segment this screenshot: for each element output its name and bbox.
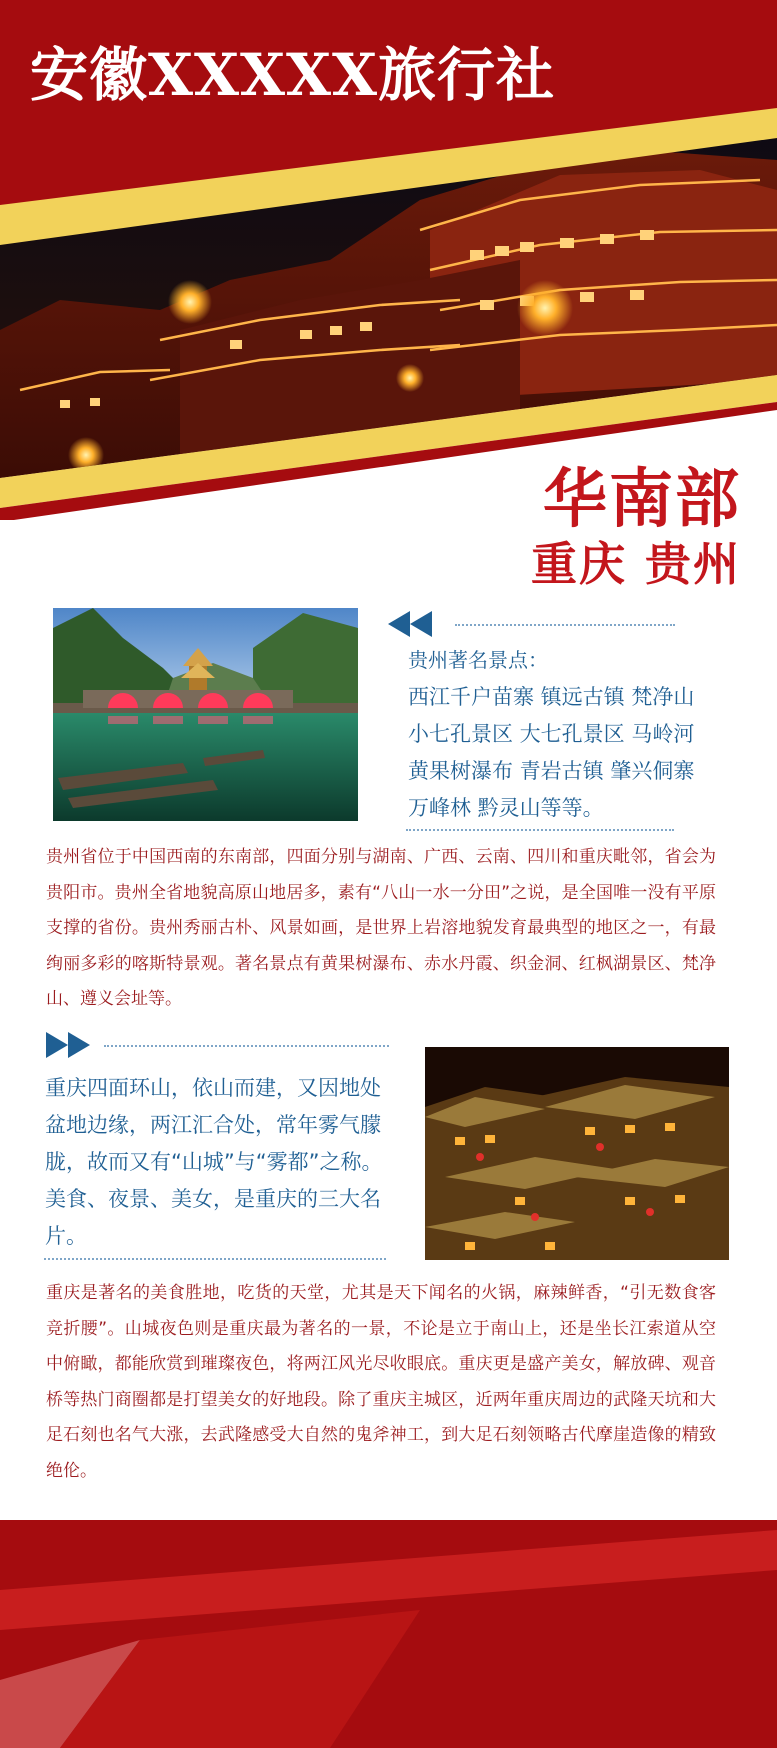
guizhou-spots-line: 黄果树瀑布 青岩古镇 肇兴侗寨 <box>408 759 695 783</box>
region-subtitle: 重庆 贵州 <box>530 537 741 591</box>
divider <box>104 1045 389 1047</box>
guizhou-town-photo <box>53 608 358 821</box>
chongqing-night-photo <box>425 1047 729 1260</box>
guizhou-spots <box>408 642 738 827</box>
guizhou-paragraph: 贵州省位于中国西南的东南部，四面分别与湖南、广西、云南、四川和重庆毗邻，省会为贵阳市。贵州全省地貌高原山地居多，素有“八山一水一分田”之说，是全国唯一没有平原支撑的省份。贵州秀丽古朴、风景如画，是世界上岩溶地貌发育最典型的地区之一，有最绚丽多彩的喀斯特景观。著名景点有黄果树瀑布、赤水丹霞、织金洞、红枫湖景区、梵净山、遵义会址等。 <box>46 847 716 1009</box>
chongqing-paragraph: 重庆是著名的美食胜地，吃货的天堂，尤其是天下闻名的火锅，麻辣鲜香，“引无数食客竞折腰”。山城夜色则是重庆最为著名的一景，不论是立于南山上，还是坐长江索道从空中俯瞰，都能欣赏到璀璨夜色，将两江风光尽收眼底。重庆更是盛产美女，解放碑、观音桥等热门商圈都是打望美女的好地段。除了重庆主城区，近两年重庆周边的武隆天坑和大足石刻也名气大涨，去武隆感受大自然的鬼斧神工，到大足石刻领略古代摩崖造像的精致绝伦。 <box>46 1283 716 1481</box>
guizhou-spots-line: 小七孔景区 大七孔景区 马岭河 <box>408 722 695 746</box>
guizhou-spots-line: 西江千户苗寨 镇远古镇 梵净山 <box>408 685 695 709</box>
footer-decoration <box>0 1480 777 1748</box>
guizhou-spots-line: 万峰林 黔灵山等等。 <box>408 796 604 820</box>
double-chevron-right-icon <box>44 1032 90 1058</box>
region-title: 华南部 <box>543 462 741 537</box>
divider <box>406 829 674 831</box>
double-chevron-left-icon <box>388 611 434 637</box>
guizhou-spots-heading: 贵州著名景点： <box>408 648 548 672</box>
divider <box>44 1258 386 1260</box>
company-title: 安徽XXXXX旅行社 <box>30 41 556 109</box>
divider <box>455 624 675 626</box>
chongqing-intro: 重庆四面环山，依山而建，又因地处盆地边缘，两江汇合处，常年雾气朦胧，故而又有“山城”与“雾都”之称。美食、夜景、美女，是重庆的三大名片。 <box>45 1076 383 1248</box>
